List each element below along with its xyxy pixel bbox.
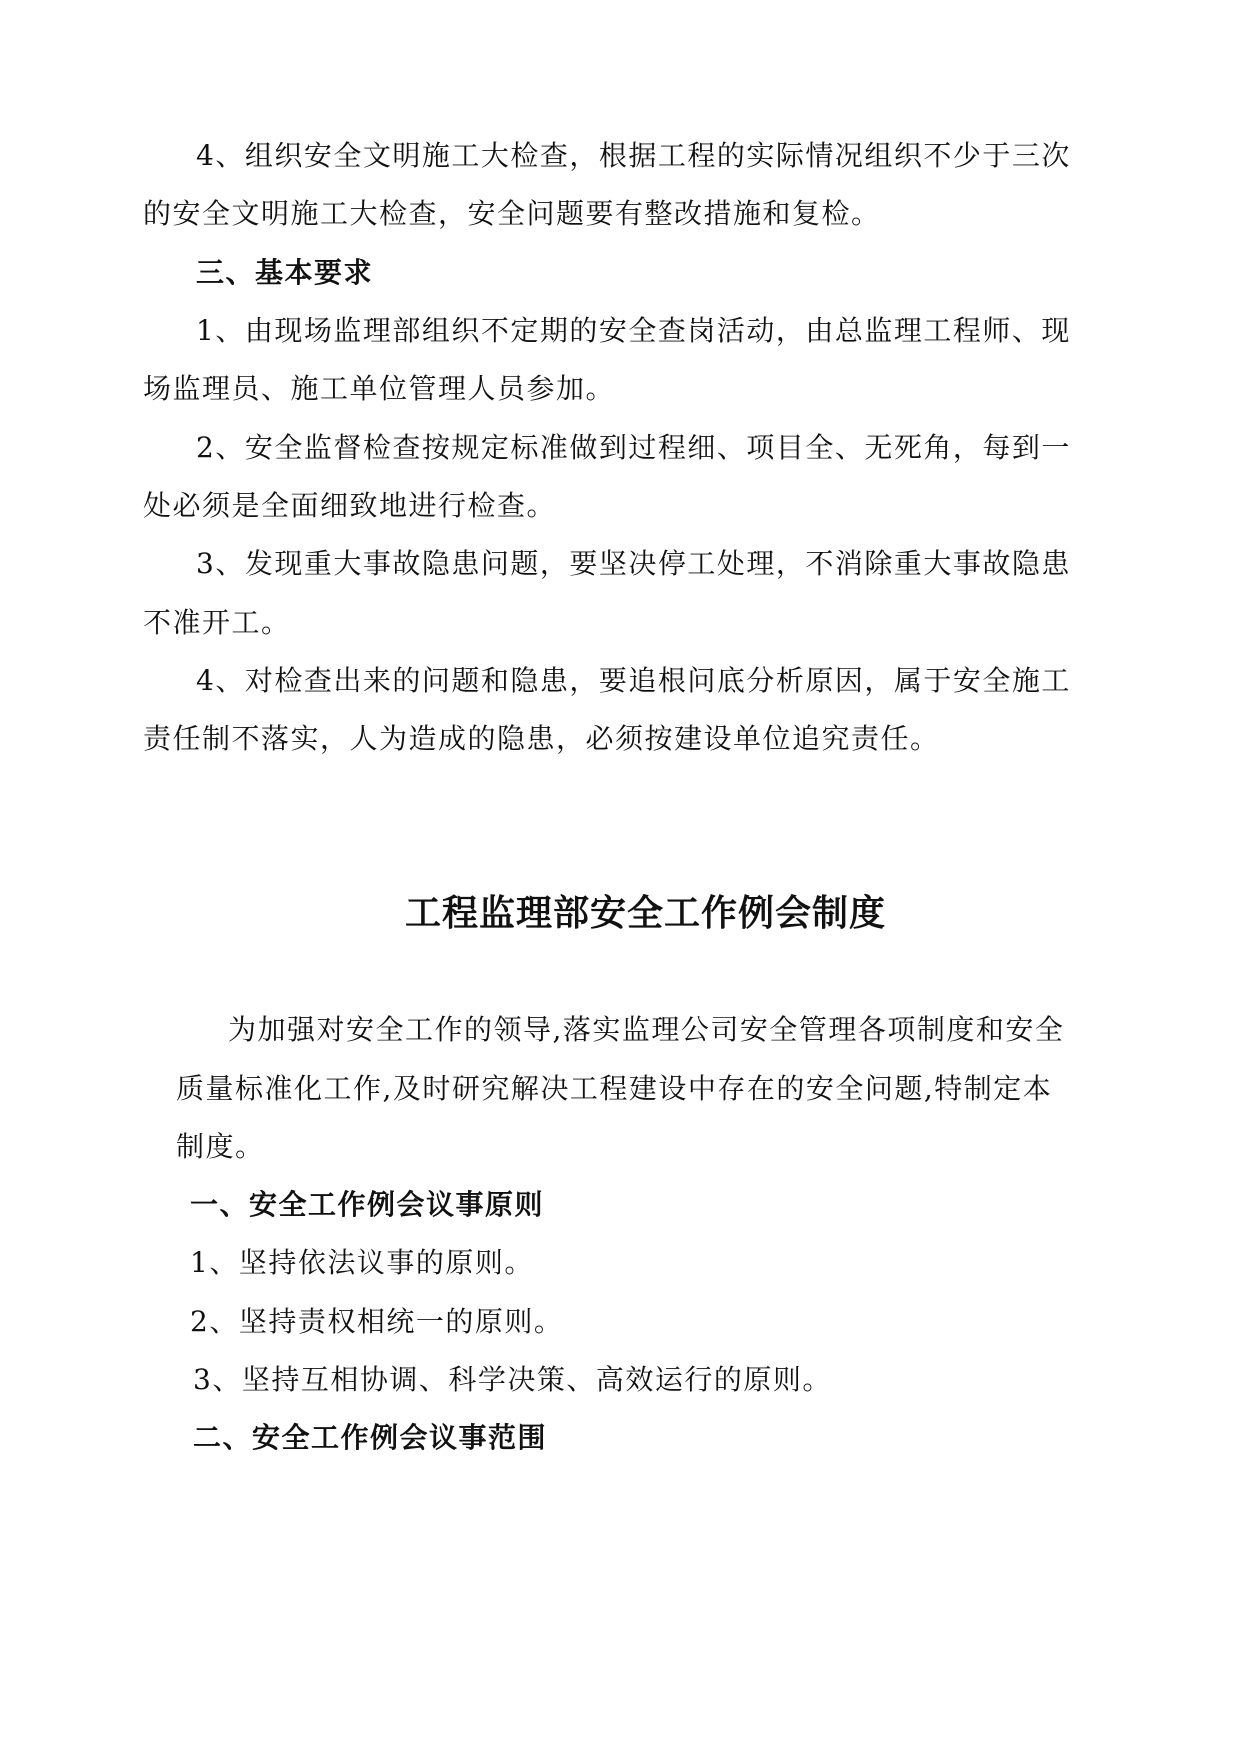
principle-3: 3、坚持互相协调、科学决策、高效运行的原则。 [193,1363,832,1396]
paragraph-item4-line1: 4、组织安全文明施工大检查，根据工程的实际情况组织不少于三次 [196,139,1071,172]
intro-line3: 制度。 [176,1130,265,1163]
requirement-4-line2: 责任制不落实，人为造成的隐患，必须按建设单位追究责任。 [143,722,940,755]
requirement-2-line1: 2、安全监督检查按规定标准做到过程细、项目全、无死角，每到一 [196,431,1071,464]
requirement-3-line1: 3、发现重大事故隐患问题，要坚决停工处理，不消除重大事故隐患 [196,547,1071,580]
section-heading-basic-requirements: 三、基本要求 [196,256,374,289]
requirement-4-line1: 4、对检查出来的问题和隐患，要追根问底分析原因，属于安全施工 [196,664,1071,697]
intro-line1: 为加强对安全工作的领导,落实监理公司安全管理各项制度和安全 [228,1013,1065,1046]
requirement-1-line1: 1、由现场监理部组织不定期的安全查岗活动，由总监理工程师、现 [196,314,1071,347]
requirement-3-line2: 不准开工。 [143,606,291,639]
intro-line2: 质量标准化工作,及时研究解决工程建设中存在的安全问题,特制定本 [176,1072,1053,1105]
section-heading-scope: 二、安全工作例会议事范围 [193,1421,548,1454]
requirement-2-line2: 处必须是全面细致地进行检查。 [143,489,557,522]
requirement-1-line2: 场监理员、施工单位管理人员参加。 [143,372,616,405]
section-heading-principles: 一、安全工作例会议事原则 [190,1188,545,1221]
document-title: 工程监理部安全工作例会制度 [404,892,886,934]
principle-1: 1、坚持依法议事的原则。 [190,1246,534,1279]
principle-2: 2、坚持责权相统一的原则。 [190,1305,564,1338]
paragraph-item4-line2: 的安全文明施工大检查，安全问题要有整改措施和复检。 [143,197,881,230]
